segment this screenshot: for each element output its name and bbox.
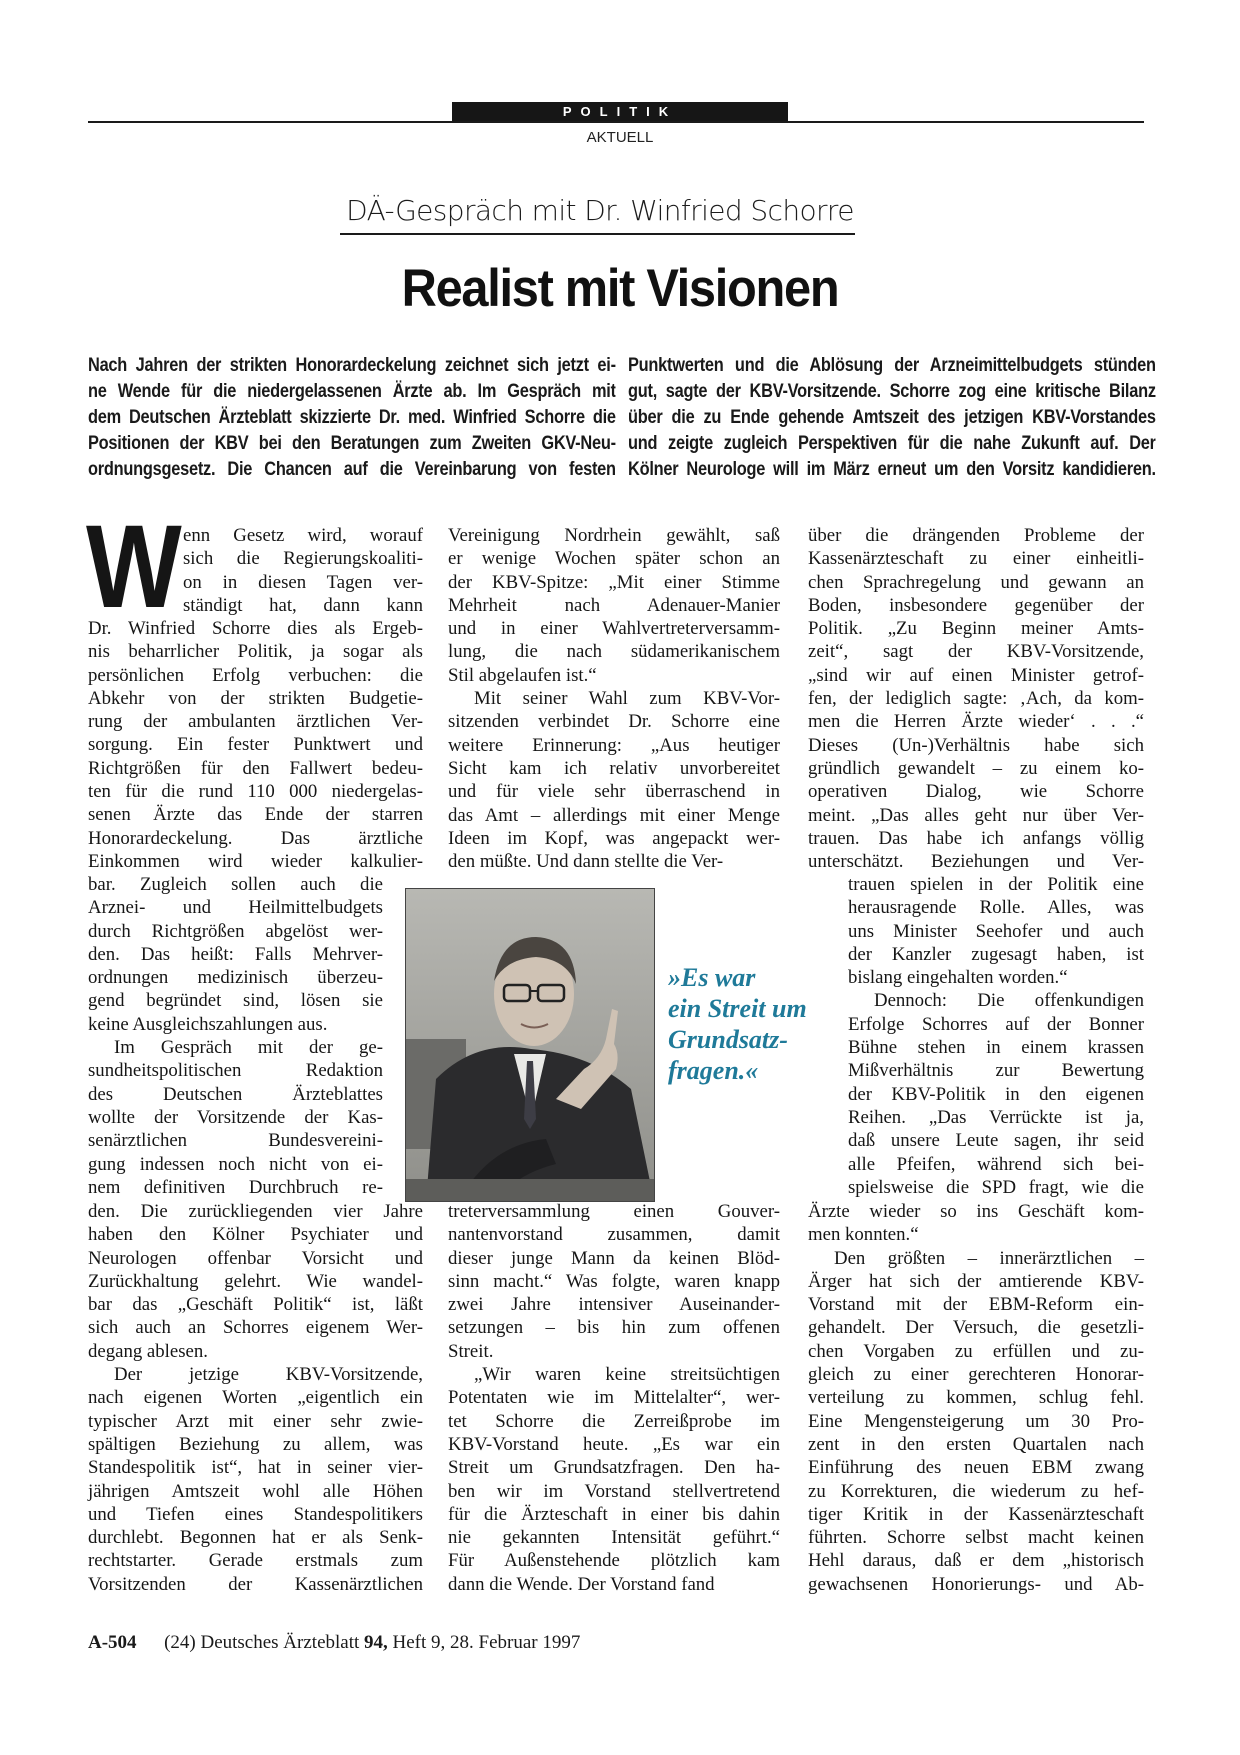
text-line: herausragende Rolle. Alles, was: [848, 897, 1144, 919]
text-line: Boden, insbesondere gegenüber der: [808, 594, 1144, 616]
text-line: Erfolge Schorres auf der Bonner: [848, 1013, 1144, 1035]
text-line: keine Ausgleichszahlungen aus.: [88, 1013, 328, 1035]
text-line: Arznei- und Heilmittelbudgets: [88, 897, 383, 919]
pull-quote-line: fragen.«: [668, 1056, 759, 1085]
text-line: Kölner Neurologe will im März erneut um den Vorsitz kandidieren.: [628, 458, 1156, 480]
body-column-3-wrap: [848, 873, 1144, 1199]
text-line: sundheitspolitischen Redaktion: [88, 1060, 383, 1082]
text-line: er wenige Wochen später schon an: [448, 548, 780, 570]
text-line: sitzenden verbindet Dr. Schorre eine: [448, 711, 780, 733]
text-line: on in diesen Tagen ver-: [183, 571, 423, 593]
text-line: Für Außenstehende plötzlich kam: [448, 1550, 780, 1572]
text-line: ben wir im Vorstand stellvertretend: [448, 1480, 780, 1502]
text-line: der KBV-Spitze: „Mit einer Stimme: [448, 571, 780, 593]
text-line: Mißverhältnis zur Bewertung: [848, 1060, 1144, 1082]
text-line: treterversammlung einen Gouver-: [448, 1201, 780, 1222]
text-line: senen Ärzte das Ende der starren: [88, 804, 423, 826]
text-line: Im Gespräch mit der ge-: [114, 1037, 383, 1059]
text-line: über die zu Ende gehende Amtszeit des jetzigen KBV-Vorstandes: [628, 406, 1156, 428]
pull-quote-line: ein Streit um: [668, 994, 807, 1023]
text-line: trauen spielen in der Politik eine: [848, 874, 1144, 895]
text-line: Bühne stehen in einem krassen: [848, 1037, 1144, 1059]
text-line: Reihen. „Das Verrückte ist ja,: [848, 1106, 1144, 1128]
text-line: das Amt – allerdings mit einer Menge: [448, 804, 780, 826]
body-column-1-bottom: [88, 1200, 423, 1596]
text-line: Ärger hat sich der amtierende KBV-: [808, 1270, 1144, 1292]
text-line: führten. Schorre selbst macht keinen: [808, 1527, 1144, 1549]
text-line: und zeigte zugleich Perspektiven für die nahe Zukunft auf. Der: [628, 432, 1156, 454]
text-line: wollte der Vorsitzende der Kas-: [88, 1106, 383, 1128]
text-line: sich die Regierungskoaliti-: [183, 548, 423, 570]
text-line: lung, die nach südamerikanischem: [448, 641, 780, 663]
text-line: nem definitiven Durchbruch re-: [88, 1176, 383, 1198]
text-line: setzungen – bis hin zum offenen: [448, 1317, 780, 1339]
text-line: über die drängenden Probleme der: [808, 525, 1144, 546]
text-line: Richtgrößen für den Fallwert bedeu-: [88, 757, 423, 779]
text-line: zent in den ersten Quartalen nach: [808, 1433, 1144, 1455]
text-line: enn Gesetz wird, worauf: [183, 525, 423, 546]
text-line: spältigen Beziehung zu allem, was: [88, 1433, 423, 1455]
text-line: bislang eingehalten worden.“: [848, 967, 1068, 989]
body-column-2-bottom: [448, 1200, 780, 1596]
text-line: chen Vorgaben zu erfüllen und zu-: [808, 1340, 1144, 1362]
text-line: dieser junge Mann da keinen Blöd-: [448, 1247, 780, 1269]
text-line: Zurückhaltung gelehrt. Wie wandel-: [88, 1270, 423, 1292]
pull-quote-line: »Es war: [668, 963, 756, 992]
text-line: Kassenärzteschaft zu einer einheitli-: [808, 548, 1144, 570]
body-column-1-dropcap: [183, 524, 423, 617]
section-label: POLITIK: [452, 102, 788, 121]
text-line: sinn macht.“ Was folgte, waren knapp: [448, 1270, 780, 1292]
text-line: Potentaten wie im Mittelalter“, wer-: [448, 1387, 780, 1409]
text-line: Einkommen wird wieder kalkulier-: [88, 850, 423, 872]
body-column-3-bottom: [808, 1200, 1144, 1596]
text-line: tiger Kritik in der Kassenärzteschaft: [808, 1503, 1144, 1525]
text-line: haben den Kölner Psychiater und: [88, 1224, 423, 1246]
drop-cap: W: [86, 501, 182, 633]
text-line: gewachsenen Honorierungs- und Ab-: [808, 1573, 1144, 1595]
article-title: Realist mit Visionen: [401, 259, 839, 318]
pull-quote-line: Grundsatz-: [668, 1025, 788, 1054]
text-line: Mit seiner Wahl zum KBV-Vor-: [474, 688, 780, 710]
text-line: gründlich gewandelt – zu einem ko-: [808, 757, 1144, 779]
text-line: ordnungsgesetz. Die Chancen auf die Vereinbarung von festen: [88, 458, 616, 480]
text-line: Punktwerten und die Ablösung der Arzneimittelbudgets stünden: [628, 354, 1156, 376]
text-line: zu Korrekturen, die wiederum zu hef-: [808, 1480, 1144, 1502]
text-line: Der jetzige KBV-Vorsitzende,: [114, 1364, 423, 1386]
text-line: typischer Arzt mit einer sehr zwie-: [88, 1410, 423, 1432]
citation-suffix: Heft 9, 28. Februar 1997: [387, 1632, 581, 1653]
text-line: für die Ärzteschaft in einer bis dahin: [448, 1503, 780, 1525]
kicker-underline: [340, 233, 855, 235]
text-line: gend begründet sind, lösen sie: [88, 990, 383, 1012]
text-line: jährigen Amtszeit wohl alle Höhen: [88, 1480, 423, 1502]
text-line: und in einer Wahlvertreterversamm-: [448, 618, 780, 640]
text-line: daß unsere Leute sagen, ihr seid: [848, 1130, 1144, 1152]
text-line: persönlichen Erfolg verbuchen: die: [88, 664, 423, 686]
text-line: chen Sprachregelung und gewann an: [808, 571, 1144, 593]
pull-quote: [668, 962, 848, 1086]
body-column-2-top: [448, 524, 780, 873]
text-line: Den größten – innerärztlichen –: [834, 1247, 1144, 1269]
text-line: den müßte. Und dann stellte die Ver-: [448, 851, 724, 873]
text-line: und Tiefen eines Standespolitikers: [88, 1503, 423, 1525]
citation-prefix: (24) Deutsches Ärzteblatt: [164, 1632, 365, 1653]
portrait-photo: [405, 888, 655, 1202]
text-line: nis beharrlicher Politik, ja sogar als: [88, 641, 423, 663]
text-line: men konnten.“: [808, 1224, 919, 1246]
text-line: alle Pfeifen, während sich bei-: [848, 1153, 1144, 1175]
text-line: operativen Dialog, wie Schorre: [808, 781, 1144, 803]
text-line: gut, sagte der KBV-Vorsitzende. Schorre zog eine kritische Bilanz: [628, 380, 1156, 402]
text-line: KBV-Vorstand heute. „Es war ein: [448, 1433, 780, 1455]
text-line: gehandelt. Der Versuch, die gesetzli-: [808, 1317, 1144, 1339]
text-line: der Kanzler zugesagt haben, ist: [848, 943, 1144, 965]
text-line: Dr. Winfried Schorre dies als Ergeb-: [88, 618, 423, 639]
text-line: degang ablesen.: [88, 1340, 208, 1362]
text-line: Streit.: [448, 1340, 494, 1362]
header-rule: [88, 121, 1144, 123]
text-line: des Deutschen Ärzteblattes: [88, 1083, 383, 1105]
text-line: nie gekannten Intensität geführt.“: [448, 1527, 780, 1549]
page-footer: [88, 1632, 580, 1654]
citation-volume: 94,: [364, 1632, 388, 1653]
text-line: senärztlichen Bundesvereini-: [88, 1130, 383, 1152]
text-line: sich auch an Schorres eigenem Wer-: [88, 1317, 423, 1339]
text-line: Vereinigung Nordrhein gewählt, saß: [448, 525, 780, 546]
text-line: „Wir waren keine streitsüchtigen: [474, 1364, 780, 1386]
text-line: Dieses (Un-)Verhältnis habe sich: [808, 734, 1144, 756]
text-line: Positionen der KBV bei den Beratungen zum Zweiten GKV-Neu-: [88, 432, 616, 454]
text-line: unterschätzt. Beziehungen und Ver-: [808, 851, 1144, 873]
text-line: Sicht kam ich relativ unvorbereitet: [448, 757, 780, 779]
text-line: men die Herren Ärzte wieder‘ . . .“: [808, 711, 1144, 733]
text-line: Abkehr von der strikten Budgetie-: [88, 687, 423, 709]
body-column-1-wrap: [88, 873, 383, 1199]
text-line: Eine Mengensteigerung um 30 Pro-: [808, 1410, 1144, 1432]
text-line: Standespolitik ist“, hat in seiner vier-: [88, 1457, 423, 1479]
text-line: dann die Wende. Der Vorstand fand: [448, 1573, 715, 1595]
text-line: ten für die rund 110 000 niedergelas-: [88, 781, 423, 803]
text-line: der KBV-Politik in den eigenen: [848, 1083, 1144, 1105]
text-line: ordnungen medizinisch überzeu-: [88, 967, 383, 989]
text-line: den. Das heißt: Falls Mehrver-: [88, 943, 383, 965]
text-line: uns Minister Seehofer und auch: [848, 920, 1144, 942]
text-line: gleich zu einer gerechteren Honorar-: [808, 1364, 1144, 1386]
text-line: Hehl daraus, daß er dem „historisch: [808, 1550, 1144, 1572]
text-line: Vorsitzenden der Kassenärztlichen: [88, 1573, 423, 1595]
article-kicker: DÄ-Gespräch mit Dr. Winfried Schorre: [346, 194, 854, 227]
lead-left: [88, 352, 616, 482]
text-line: Ideen im Kopf, was angepackt wer-: [448, 827, 780, 849]
text-line: sorgung. Ein fester Punktwert und: [88, 734, 423, 756]
text-line: „sind wir auf einen Minister getrof-: [808, 664, 1144, 686]
text-line: Dennoch: Die offenkundigen: [874, 990, 1144, 1012]
text-line: meint. „Das alles geht nur über Ver-: [808, 804, 1144, 826]
lead-right: [628, 352, 1156, 482]
body-column-3-top: [808, 524, 1144, 873]
text-line: bar das „Geschäft Politik“ ist, läßt: [88, 1294, 423, 1316]
text-line: Nach Jahren der strikten Honorardeckelung zeichnet sich jetzt ei-: [88, 354, 616, 376]
text-line: und für viele sehr überraschend in: [448, 781, 780, 803]
text-line: Einführung des neuen EBM zwang: [808, 1457, 1144, 1479]
text-line: spielsweise die SPD fragt, wie die: [848, 1176, 1144, 1198]
text-line: nach eigenen Worten „eigentlich ein: [88, 1387, 423, 1409]
body-column-1-top: [88, 617, 423, 873]
text-line: den. Die zurückliegenden vier Jahre: [88, 1201, 423, 1222]
text-line: dem Deutschen Ärzteblatt skizzierte Dr. med. Winfried Schorre die: [88, 406, 616, 428]
text-line: ständigt hat, dann kann: [183, 594, 423, 616]
text-line: gung indessen noch nicht von ei-: [88, 1153, 383, 1175]
subsection-label: AKTUELL: [586, 129, 654, 146]
text-line: Vorstand mit der EBM-Reform ein-: [808, 1294, 1144, 1316]
text-line: tet Schorre die Zerreißprobe im: [448, 1410, 780, 1432]
text-line: ne Wende für die niedergelassenen Ärzte ab. Im Gespräch mit: [88, 380, 616, 402]
text-line: durchlebt. Begonnen hat er als Senk-: [88, 1527, 423, 1549]
page-number: A-504: [88, 1632, 137, 1653]
text-line: zeit“, sagt der KBV-Vorsitzende,: [808, 641, 1144, 663]
text-line: Mehrheit nach Adenauer-Manier: [448, 594, 780, 616]
text-line: zwei Jahre intensiver Auseinander-: [448, 1294, 780, 1316]
text-line: verteilung zu kommen, schlug fehl.: [808, 1387, 1144, 1409]
text-line: Politik. „Zu Beginn meiner Amts-: [808, 618, 1144, 640]
text-line: durch Richtgrößen abgelöst wer-: [88, 920, 383, 942]
text-line: rung der ambulanten ärztlichen Ver-: [88, 711, 423, 733]
text-line: Streit um Grundsatzfragen. Den ha-: [448, 1457, 780, 1479]
text-line: fen, der lediglich sagte: ‚Ach, da kom-: [808, 688, 1144, 710]
text-line: bar. Zugleich sollen auch die: [88, 874, 383, 895]
text-line: nantenvorstand zusammen, damit: [448, 1224, 780, 1246]
text-line: trauen. Das habe ich anfangs völlig: [808, 827, 1144, 849]
text-line: rechtstarter. Gerade erstmals zum: [88, 1550, 423, 1572]
text-line: weitere Erinnerung: „Aus heutiger: [448, 734, 780, 756]
text-line: Ärzte wieder so ins Geschäft kom-: [808, 1201, 1144, 1222]
text-line: Stil abgelaufen ist.“: [448, 664, 597, 686]
text-line: Honorardeckelung. Das ärztliche: [88, 827, 423, 849]
text-line: Neurologen offenbar Vorsicht und: [88, 1247, 423, 1269]
